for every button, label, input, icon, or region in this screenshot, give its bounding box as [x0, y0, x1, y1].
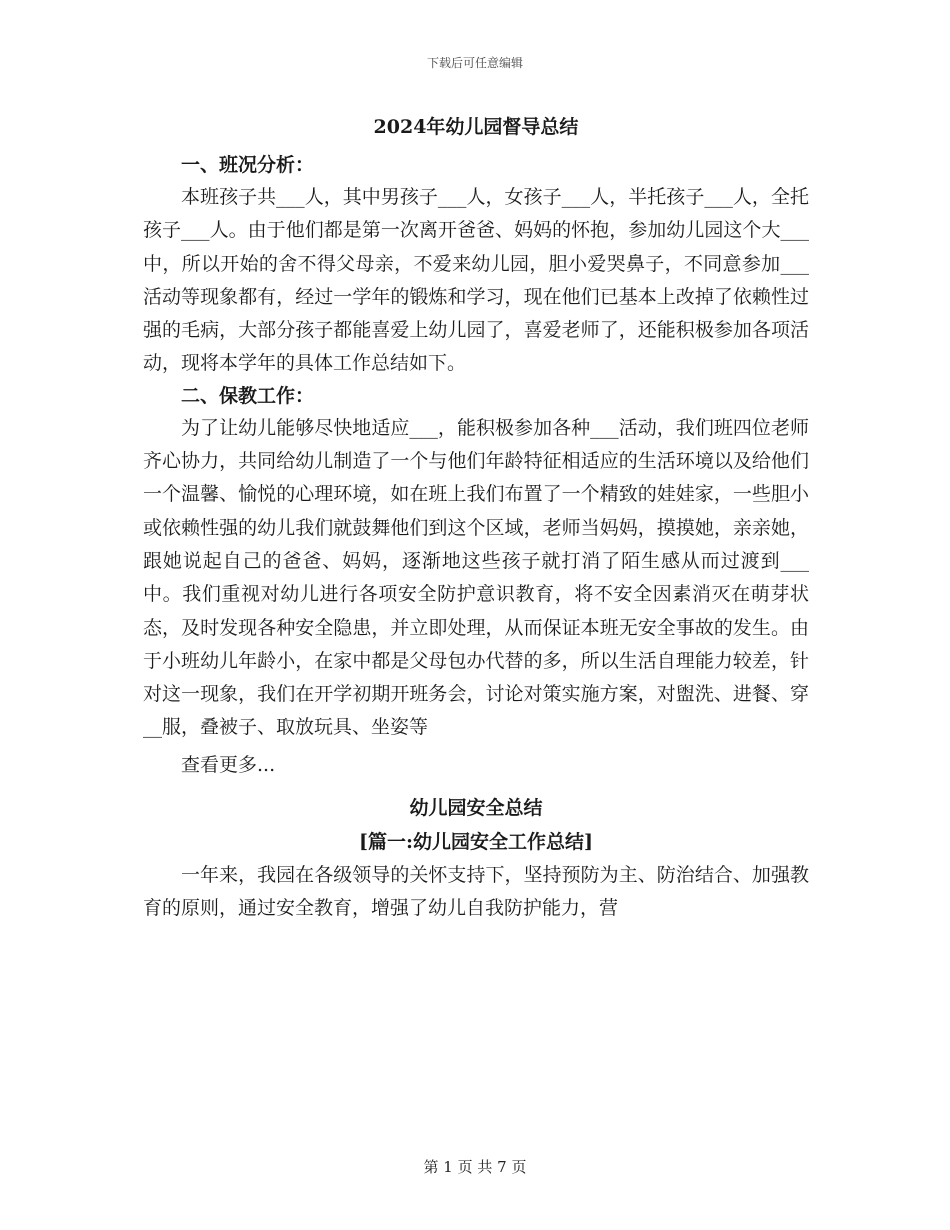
view-more-link[interactable]: 查看更多...	[181, 753, 276, 776]
section-heading-class-analysis: 一、班况分析：	[181, 154, 315, 176]
chapter-paragraph: 一年来，我园在各级领导的关怀支持下，坚持预防为主、防治结合、加强教育的原则，通过安全教育，增强了幼儿自我防护能力，营	[143, 863, 809, 920]
section-heading-care-education: 二、保教工作：	[181, 384, 315, 407]
page-number: 第 1 页 共 7 页	[423, 1158, 527, 1176]
second-document-title: 幼儿园安全总结	[409, 796, 543, 819]
document-body	[143, 112, 809, 925]
section-paragraph-class-analysis: 本班孩子共___人，其中男孩子___人，女孩子___人，半托孩子___人，全托孩子___人。由于他们都是第一次离开爸爸、妈妈的怀抱，参加幼儿园这个大___中，所以开始的舍不得父母亲，不爱来幼儿园，胆小爱哭鼻子，不同意参加___活动等现象都有，经过一学年的锻炼和学习，现在他们已基本上改掉了依赖性过强的毛病，大部分孩子都能喜爱上幼儿园了，喜爱老师了，还能积极参加各项活动，现将本学年的具体工作总结如下。	[143, 186, 809, 375]
document-title: 2024年幼儿园督导总结	[373, 116, 579, 138]
header-note: 下载后可任意编辑	[426, 56, 523, 70]
chapter-title: [篇一:幼儿园安全工作总结]	[359, 830, 593, 853]
section-paragraph-care-education: 为了让幼儿能够尽快地适应___，能积极参加各种___活动，我们班四位老师齐心协力，共同给幼儿制造了一个与他们年龄特征相适应的生活环境以及给他们一个温馨、愉悦的心理环境，如在班上我们布置了一个精致的娃娃家，一些胆小或依赖性强的幼儿我们就鼓舞他们到这个区域，老师当妈妈，摸摸她，亲亲她，跟她说起自己的爸爸、妈妈，逐渐地这些孩子就打消了陌生感从而过渡到___中。我们重视对幼儿进行各项安全防护意识教育，将不安全因素消灭在萌芽状态，及时发现各种安全隐患，并立即处理，从而保证本班无安全事故的发生。由于小班幼儿年龄小，在家中都是父母包办代替的多，所以生活自理能力较差，针对这一现象，我们在开学初期开班务会，讨论对策实施方案，对盥洗、进餐、穿__服，叠被子、取放玩具、坐姿等	[143, 416, 809, 739]
